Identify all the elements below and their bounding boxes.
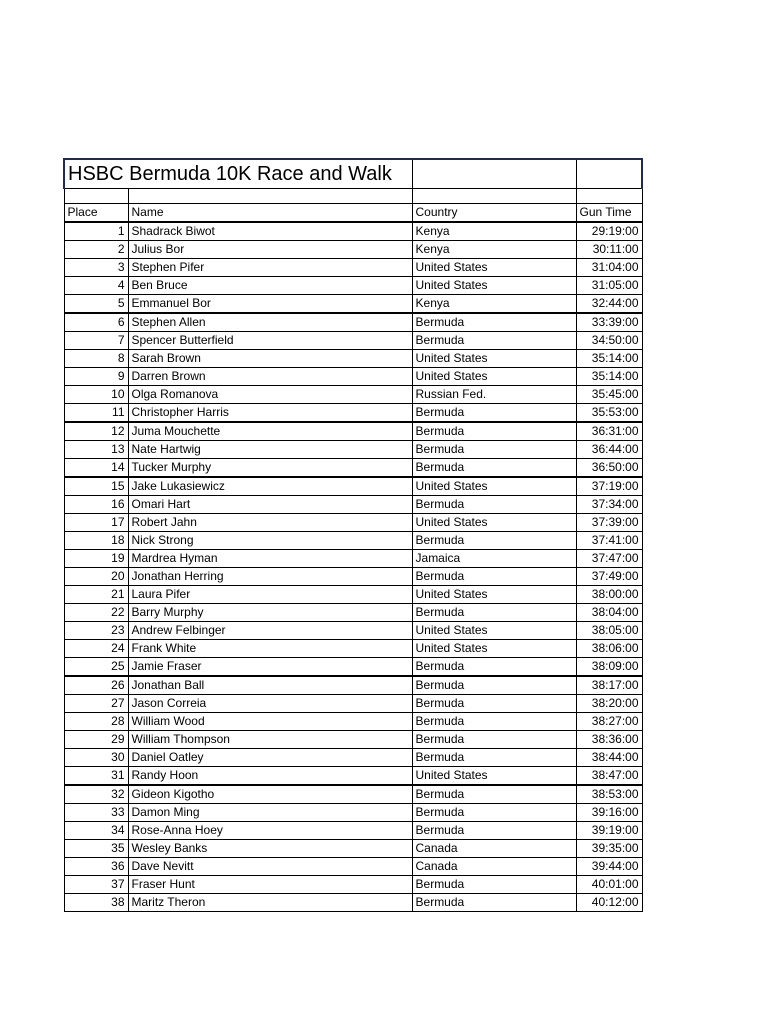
cell-name: Jamie Fraser <box>128 658 412 677</box>
cell-gun-time: 32:44:00 <box>576 295 642 314</box>
cell-place: 29 <box>64 731 128 749</box>
table-row <box>64 731 642 749</box>
cell-place: 2 <box>64 241 128 259</box>
table-row <box>64 876 642 894</box>
cell-country: Bermuda <box>412 713 576 731</box>
cell-name: William Thompson <box>128 731 412 749</box>
cell-place: 33 <box>64 804 128 822</box>
cell-name: Sarah Brown <box>128 350 412 368</box>
table-row <box>64 532 642 550</box>
cell-country: Bermuda <box>412 568 576 586</box>
cell-gun-time: 35:14:00 <box>576 368 642 386</box>
cell-place: 16 <box>64 496 128 514</box>
table-row <box>64 332 642 350</box>
cell-gun-time: 31:05:00 <box>576 277 642 295</box>
cell-country: United States <box>412 350 576 368</box>
cell-gun-time: 36:50:00 <box>576 459 642 478</box>
cell-name: Jonathan Herring <box>128 568 412 586</box>
cell-name: Fraser Hunt <box>128 876 412 894</box>
cell-name: Robert Jahn <box>128 514 412 532</box>
cell-country: United States <box>412 640 576 658</box>
cell-country: Kenya <box>412 241 576 259</box>
cell-name: Andrew Felbinger <box>128 622 412 640</box>
cell-country: Bermuda <box>412 658 576 677</box>
cell-gun-time: 38:53:00 <box>576 785 642 804</box>
cell-country: Bermuda <box>412 676 576 695</box>
cell-name: Rose-Anna Hoey <box>128 822 412 840</box>
cell-gun-time: 37:49:00 <box>576 568 642 586</box>
table-row <box>64 622 642 640</box>
cell-gun-time: 38:36:00 <box>576 731 642 749</box>
cell-name: Jake Lukasiewicz <box>128 477 412 496</box>
cell-name: Emmanuel Bor <box>128 295 412 314</box>
cell-place: 21 <box>64 586 128 604</box>
cell-place: 25 <box>64 658 128 677</box>
cell-place: 9 <box>64 368 128 386</box>
cell-country: Bermuda <box>412 894 576 912</box>
cell-place: 11 <box>64 404 128 423</box>
cell-place: 6 <box>64 313 128 332</box>
results-table <box>63 158 643 912</box>
cell-name: Juma Mouchette <box>128 422 412 441</box>
table-row <box>64 822 642 840</box>
cell-name: Jason Correia <box>128 695 412 713</box>
cell-name: Tucker Murphy <box>128 459 412 478</box>
cell-gun-time: 29:19:00 <box>576 222 642 241</box>
header-gun-time: Gun Time <box>576 204 642 223</box>
cell-place: 34 <box>64 822 128 840</box>
table-row <box>64 713 642 731</box>
table-row <box>64 259 642 277</box>
cell-gun-time: 37:47:00 <box>576 550 642 568</box>
header-place: Place <box>64 204 128 223</box>
cell-place: 28 <box>64 713 128 731</box>
cell-gun-time: 33:39:00 <box>576 313 642 332</box>
cell-place: 26 <box>64 676 128 695</box>
cell-gun-time: 38:27:00 <box>576 713 642 731</box>
cell-country: Bermuda <box>412 749 576 767</box>
table-row <box>64 785 642 804</box>
cell-place: 7 <box>64 332 128 350</box>
cell-name: Mardrea Hyman <box>128 550 412 568</box>
cell-country: Russian Fed. <box>412 386 576 404</box>
empty-cell <box>128 189 412 204</box>
cell-gun-time: 38:47:00 <box>576 767 642 786</box>
cell-place: 24 <box>64 640 128 658</box>
table-row <box>64 404 642 423</box>
table-row <box>64 241 642 259</box>
table-row <box>64 477 642 496</box>
spacer-row <box>64 189 642 204</box>
cell-name: Laura Pifer <box>128 586 412 604</box>
cell-name: Ben Bruce <box>128 277 412 295</box>
cell-name: Frank White <box>128 640 412 658</box>
table-row <box>64 604 642 622</box>
cell-gun-time: 40:12:00 <box>576 894 642 912</box>
table-row <box>64 514 642 532</box>
cell-name: Maritz Theron <box>128 894 412 912</box>
cell-name: Gideon Kigotho <box>128 785 412 804</box>
cell-country: United States <box>412 277 576 295</box>
table-row <box>64 858 642 876</box>
cell-gun-time: 39:19:00 <box>576 822 642 840</box>
cell-country: Bermuda <box>412 441 576 459</box>
cell-name: Olga Romanova <box>128 386 412 404</box>
table-row <box>64 804 642 822</box>
cell-name: Daniel Oatley <box>128 749 412 767</box>
cell-gun-time: 35:45:00 <box>576 386 642 404</box>
cell-country: Bermuda <box>412 785 576 804</box>
cell-gun-time: 39:44:00 <box>576 858 642 876</box>
cell-gun-time: 34:50:00 <box>576 332 642 350</box>
cell-country: United States <box>412 259 576 277</box>
cell-place: 31 <box>64 767 128 786</box>
cell-gun-time: 38:00:00 <box>576 586 642 604</box>
table-row <box>64 767 642 786</box>
page-title: HSBC Bermuda 10K Race and Walk <box>64 159 412 189</box>
cell-country: Bermuda <box>412 822 576 840</box>
cell-country: Bermuda <box>412 695 576 713</box>
table-row <box>64 222 642 241</box>
cell-gun-time: 37:19:00 <box>576 477 642 496</box>
cell-name: Jonathan Ball <box>128 676 412 695</box>
cell-name: Darren Brown <box>128 368 412 386</box>
cell-place: 8 <box>64 350 128 368</box>
table-row <box>64 386 642 404</box>
cell-place: 35 <box>64 840 128 858</box>
table-row <box>64 658 642 677</box>
cell-country: Bermuda <box>412 731 576 749</box>
table-row <box>64 496 642 514</box>
table-row <box>64 459 642 478</box>
cell-place: 22 <box>64 604 128 622</box>
table-row <box>64 749 642 767</box>
header-country: Country <box>412 204 576 223</box>
results-body <box>64 222 642 912</box>
cell-place: 23 <box>64 622 128 640</box>
cell-place: 36 <box>64 858 128 876</box>
header-row <box>64 204 642 223</box>
table-row <box>64 695 642 713</box>
cell-gun-time: 38:20:00 <box>576 695 642 713</box>
cell-gun-time: 38:04:00 <box>576 604 642 622</box>
cell-gun-time: 39:35:00 <box>576 840 642 858</box>
cell-country: Bermuda <box>412 422 576 441</box>
empty-cell <box>412 159 576 189</box>
cell-name: Barry Murphy <box>128 604 412 622</box>
cell-name: Omari Hart <box>128 496 412 514</box>
header-name: Name <box>128 204 412 223</box>
table-row <box>64 295 642 314</box>
cell-gun-time: 38:06:00 <box>576 640 642 658</box>
table-row <box>64 313 642 332</box>
cell-place: 4 <box>64 277 128 295</box>
cell-gun-time: 39:16:00 <box>576 804 642 822</box>
cell-place: 13 <box>64 441 128 459</box>
cell-country: Jamaica <box>412 550 576 568</box>
table-row <box>64 422 642 441</box>
cell-name: Julius Bor <box>128 241 412 259</box>
cell-country: Canada <box>412 840 576 858</box>
empty-cell <box>412 189 576 204</box>
cell-place: 19 <box>64 550 128 568</box>
table-row <box>64 350 642 368</box>
cell-gun-time: 36:31:00 <box>576 422 642 441</box>
cell-place: 32 <box>64 785 128 804</box>
cell-country: United States <box>412 477 576 496</box>
cell-gun-time: 36:44:00 <box>576 441 642 459</box>
cell-name: Spencer Butterfield <box>128 332 412 350</box>
title-row <box>64 159 642 189</box>
cell-name: Damon Ming <box>128 804 412 822</box>
table-row <box>64 840 642 858</box>
cell-name: Nick Strong <box>128 532 412 550</box>
cell-country: United States <box>412 368 576 386</box>
cell-gun-time: 38:17:00 <box>576 676 642 695</box>
cell-place: 27 <box>64 695 128 713</box>
cell-place: 12 <box>64 422 128 441</box>
cell-country: Bermuda <box>412 404 576 423</box>
cell-country: United States <box>412 622 576 640</box>
cell-gun-time: 37:34:00 <box>576 496 642 514</box>
cell-gun-time: 38:44:00 <box>576 749 642 767</box>
cell-country: Bermuda <box>412 876 576 894</box>
table-row <box>64 676 642 695</box>
cell-place: 17 <box>64 514 128 532</box>
cell-place: 38 <box>64 894 128 912</box>
cell-country: Bermuda <box>412 313 576 332</box>
cell-place: 3 <box>64 259 128 277</box>
cell-name: Stephen Allen <box>128 313 412 332</box>
empty-cell <box>576 159 642 189</box>
cell-gun-time: 30:11:00 <box>576 241 642 259</box>
cell-place: 1 <box>64 222 128 241</box>
cell-name: Randy Hoon <box>128 767 412 786</box>
cell-country: United States <box>412 586 576 604</box>
cell-place: 14 <box>64 459 128 478</box>
table-row <box>64 586 642 604</box>
cell-place: 37 <box>64 876 128 894</box>
cell-place: 18 <box>64 532 128 550</box>
table-row <box>64 640 642 658</box>
cell-gun-time: 35:14:00 <box>576 350 642 368</box>
table-row <box>64 277 642 295</box>
empty-cell <box>64 189 128 204</box>
cell-gun-time: 35:53:00 <box>576 404 642 423</box>
cell-country: Kenya <box>412 295 576 314</box>
cell-name: Dave Nevitt <box>128 858 412 876</box>
cell-place: 20 <box>64 568 128 586</box>
cell-gun-time: 37:41:00 <box>576 532 642 550</box>
table-row <box>64 550 642 568</box>
table-row <box>64 568 642 586</box>
cell-country: Bermuda <box>412 804 576 822</box>
cell-name: Nate Hartwig <box>128 441 412 459</box>
cell-country: United States <box>412 514 576 532</box>
cell-gun-time: 38:09:00 <box>576 658 642 677</box>
cell-name: Christopher Harris <box>128 404 412 423</box>
cell-country: Bermuda <box>412 496 576 514</box>
cell-country: Bermuda <box>412 332 576 350</box>
table-row <box>64 441 642 459</box>
cell-name: Stephen Pifer <box>128 259 412 277</box>
table-row <box>64 368 642 386</box>
cell-name: Wesley Banks <box>128 840 412 858</box>
cell-country: Bermuda <box>412 532 576 550</box>
empty-cell <box>576 189 642 204</box>
cell-gun-time: 40:01:00 <box>576 876 642 894</box>
cell-country: Kenya <box>412 222 576 241</box>
cell-gun-time: 37:39:00 <box>576 514 642 532</box>
cell-place: 15 <box>64 477 128 496</box>
cell-country: Bermuda <box>412 604 576 622</box>
cell-place: 5 <box>64 295 128 314</box>
cell-country: Bermuda <box>412 459 576 478</box>
cell-country: United States <box>412 767 576 786</box>
cell-country: Canada <box>412 858 576 876</box>
cell-name: William Wood <box>128 713 412 731</box>
cell-place: 30 <box>64 749 128 767</box>
cell-name: Shadrack Biwot <box>128 222 412 241</box>
cell-gun-time: 31:04:00 <box>576 259 642 277</box>
cell-place: 10 <box>64 386 128 404</box>
table-row <box>64 894 642 912</box>
cell-gun-time: 38:05:00 <box>576 622 642 640</box>
